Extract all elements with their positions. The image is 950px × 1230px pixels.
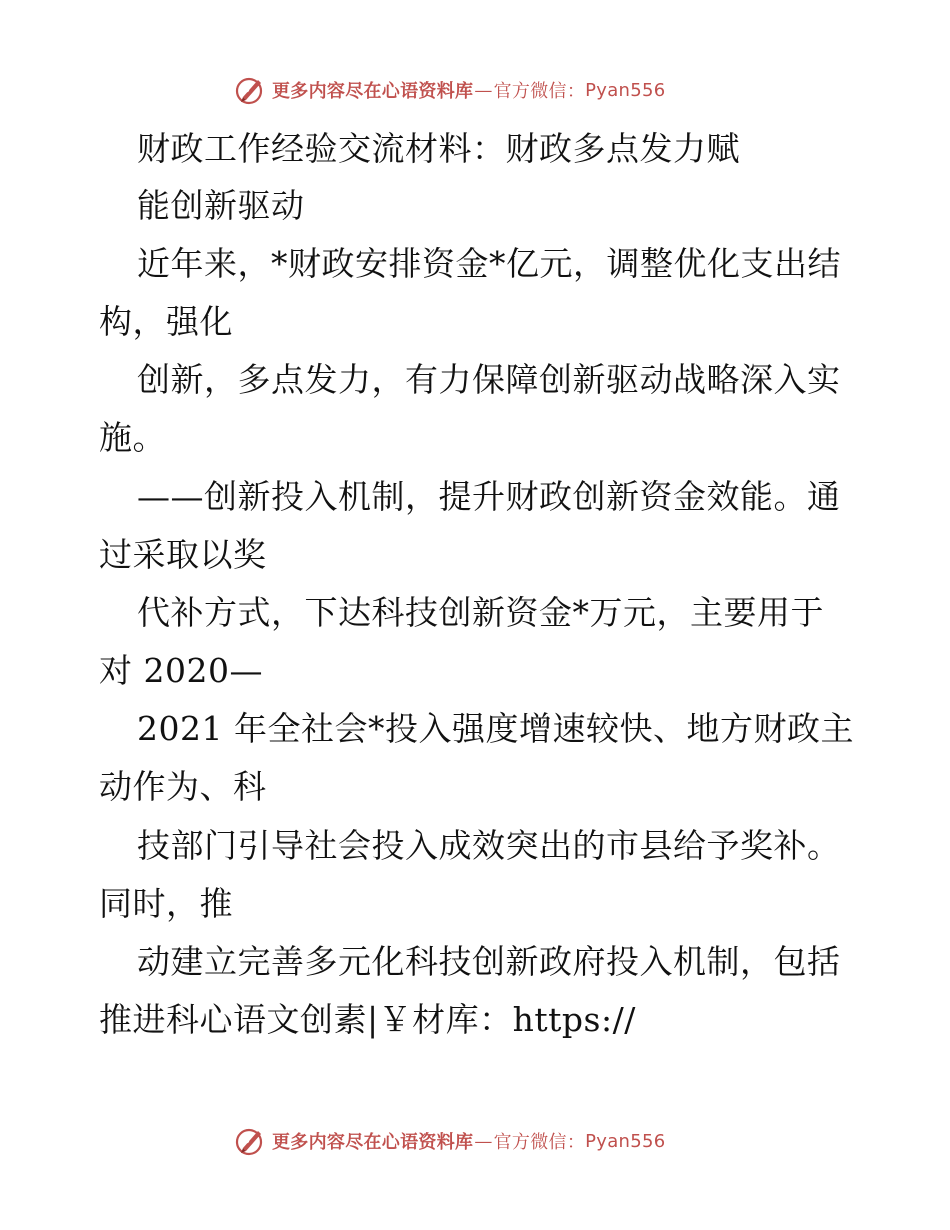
- footer-watermark: [234, 1124, 666, 1158]
- watermark-wechat-id: Pyan556: [585, 1130, 666, 1152]
- body-line: 施。: [99, 418, 166, 457]
- body-line: 动作为、科: [99, 767, 267, 806]
- body-line: 同时，推: [99, 884, 233, 923]
- body-line: 创新，多点发力，有力保障创新驱动战略深入实: [137, 360, 841, 399]
- body-line: 动建立完善多元化科技创新政府投入机制，包括: [137, 942, 841, 981]
- watermark-brand: 更多内容尽在心语资料库: [272, 1132, 474, 1153]
- body-line: 对 2020—: [99, 651, 263, 690]
- body-line: 2021 年全社会*投入强度增速较快、地方财政主: [137, 709, 854, 748]
- body-line: 过采取以奖: [99, 535, 267, 574]
- title-line-2: 能创新驱动: [137, 186, 305, 225]
- body-line: ——创新投入机制，提升财政创新资金效能。通: [137, 477, 841, 516]
- watermark-brand: 更多内容尽在心语资料库: [272, 81, 474, 102]
- body-line: 构，强化: [99, 302, 233, 341]
- header-watermark: [234, 73, 666, 107]
- title-line-1: 财政工作经验交流材料：财政多点发力赋: [137, 129, 740, 168]
- body-line: 推进科心语文创素|￥材库：https://: [99, 1000, 636, 1039]
- watermark-dash: —: [474, 1130, 493, 1152]
- body-line: 代补方式，下达科技创新资金*万元，主要用于: [137, 593, 824, 632]
- pen-logo-icon: [234, 1125, 266, 1157]
- body-line: 技部门引导社会投入成效突出的市县给予奖补。: [137, 826, 841, 865]
- pen-logo-icon: [234, 74, 266, 106]
- watermark-wechat-label: 官方微信：: [493, 1132, 586, 1153]
- watermark-dash: —: [474, 79, 493, 101]
- watermark-wechat-label: 官方微信：: [493, 81, 586, 102]
- body-line: 近年来，*财政安排资金*亿元，调整优化支出结: [137, 244, 841, 283]
- watermark-wechat-id: Pyan556: [585, 79, 666, 101]
